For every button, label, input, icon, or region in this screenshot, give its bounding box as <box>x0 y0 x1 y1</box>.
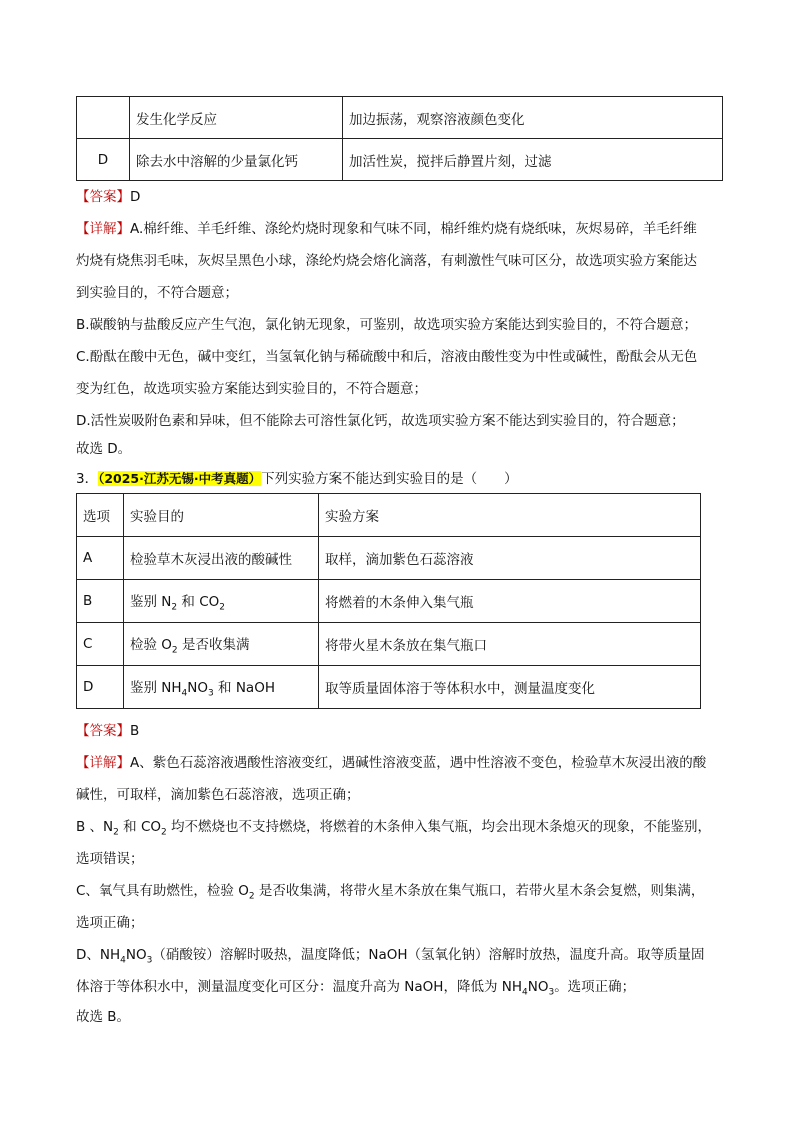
q2-answer <box>76 188 726 206</box>
goal-text: 和 CO <box>177 593 220 610</box>
q2-detail-line: D.活性炭吸附色素和异味，但不能除去可溶性氯化钙，故选项实验方案不能达到实验目的，符合题意； <box>76 413 685 429</box>
header-option: 选项 <box>77 494 124 537</box>
table-row <box>77 580 701 623</box>
goal-cell: 除去水中溶解的少量氯化钙 <box>130 139 343 181</box>
detail-label: 【详解】 <box>76 221 130 237</box>
detail-text: 体溶于等体积水中，测量温度变化可区分：温度升高为 NaOH，降低为 NH <box>76 979 522 995</box>
table-row <box>77 139 723 181</box>
question-text: 下列实验方案不能达到实验目的是（ ） <box>261 471 518 487</box>
header-goal: 实验目的 <box>124 494 319 537</box>
table-row <box>77 97 723 139</box>
goal-cell <box>124 580 319 623</box>
subscript: 2 <box>113 827 119 838</box>
q2-detail-line: 到实验目的，不符合题意； <box>76 285 238 301</box>
goal-cell <box>124 666 319 709</box>
table-row <box>77 623 701 666</box>
detail-text: NO <box>125 947 147 963</box>
detail-text: C、氧气具有助燃性，检验 O <box>76 883 249 899</box>
goal-text: 鉴别 N <box>130 593 172 610</box>
q3-detail-line: 选项错误； <box>76 851 144 867</box>
q3-detail-line <box>76 946 726 970</box>
q3-detail-line <box>76 882 726 906</box>
plan-cell: 将燃着的木条伸入集气瓶 <box>319 580 701 623</box>
table-row <box>77 666 701 709</box>
q2-detail-line: 灼烧有烧焦羽毛味，灰烬呈黑色小球，涤纶灼烧会熔化滴落，有刺激性气味可区分，故选项实验方案能达 <box>76 253 697 269</box>
subscript: 3 <box>146 955 153 966</box>
subscript: 3 <box>548 987 555 998</box>
answer-value: B <box>130 723 140 739</box>
q3-detail-line <box>76 754 726 772</box>
table-row <box>77 537 701 580</box>
plan-cell: 将带火星木条放在集气瓶口 <box>319 623 701 666</box>
detail-text: 和 CO <box>118 819 162 835</box>
goal-text: 和 NaOH <box>213 679 275 696</box>
detail-text: 是否收集满，将带火星木条放在集气瓶口，若带火星木条会复燃，则集满， <box>254 883 705 899</box>
detail-label: 【详解】 <box>76 755 130 771</box>
answer-value: D <box>130 189 141 205</box>
detail-text: D、NH <box>76 947 121 963</box>
goal-text: 鉴别 NH <box>130 679 182 696</box>
subscript: 2 <box>171 602 178 613</box>
q2-detail-line: 故选 D。 <box>76 441 132 457</box>
options-table-continued <box>76 96 723 181</box>
plan-cell: 取样，滴加紫色石蕊溶液 <box>319 537 701 580</box>
detail-text: NO <box>527 979 549 995</box>
option-cell: D <box>77 666 124 709</box>
options-table <box>76 493 701 709</box>
q2-detail-line: B.碳酸钠与盐酸反应产生气泡，氯化钠无现象，可鉴别，故选项实验方案能达到实验目的，不符合题意； <box>76 317 698 333</box>
q3-answer <box>76 722 726 740</box>
subscript: 2 <box>171 645 178 656</box>
answer-label: 【答案】 <box>76 723 130 739</box>
header-plan: 实验方案 <box>319 494 701 537</box>
plan-cell: 加边振荡，观察溶液颜色变化 <box>343 97 723 139</box>
source-tag: （2025·江苏无锡·中考真题） <box>98 471 262 486</box>
subscript: 2 <box>248 891 255 902</box>
goal-text: 检验 O <box>130 636 172 653</box>
q3-detail-line: 选项正确； <box>76 915 144 931</box>
table-header-row <box>77 494 701 537</box>
detail-text: A.棉纤维、羊毛纤维、涤纶灼烧时现象和气味不同，棉纤维灼烧有烧纸味，灰烬易碎，羊毛纤维 <box>130 221 697 237</box>
q3-detail-line: 故选 B。 <box>76 1009 131 1025</box>
q3-detail-line: 碱性，可取样，滴加紫色石蕊溶液，选项正确； <box>76 787 360 803</box>
q3-detail-line <box>76 978 726 1002</box>
subscript: 4 <box>120 955 126 966</box>
plan-cell: 加活性炭，搅拌后静置片刻，过滤 <box>343 139 723 181</box>
detail-text: B 、N <box>76 819 114 835</box>
option-cell: A <box>77 537 124 580</box>
answer-label: 【答案】 <box>76 189 130 205</box>
subscript: 4 <box>521 987 528 998</box>
option-cell <box>77 97 130 139</box>
subscript: 2 <box>161 827 167 838</box>
goal-cell: 发生化学反应 <box>130 97 343 139</box>
detail-text: （硝酸铵）溶解时吸热，温度降低；NaOH（氢氧化钠）溶解时放热，温度升高。取等质量固 <box>152 947 705 963</box>
option-cell: D <box>77 139 130 181</box>
subscript: 3 <box>208 688 214 699</box>
goal-cell: 检验草木灰浸出液的酸碱性 <box>124 537 319 580</box>
goal-text: 是否收集满 <box>177 636 250 653</box>
q3-detail-line <box>76 818 726 842</box>
goal-cell <box>124 623 319 666</box>
plan-cell: 取等质量固体溶于等体积水中，测量温度变化 <box>319 666 701 709</box>
q2-detail-line <box>76 220 726 238</box>
detail-text: 。选项正确； <box>554 979 636 995</box>
option-cell: B <box>77 580 124 623</box>
question-number: 3． <box>76 471 99 487</box>
subscript: 2 <box>219 602 225 613</box>
detail-text: A、紫色石蕊溶液遇酸性溶液变红，遇碱性溶液变蓝，遇中性溶液不变色，检验草木灰浸出液的酸 <box>130 755 707 771</box>
q3-stem <box>76 470 726 488</box>
detail-text: 均不燃烧也不支持燃烧，将燃着的木条伸入集气瓶，均会出现木条熄灭的现象，不能鉴别， <box>166 819 712 835</box>
q2-detail-line: C.酚酞在酸中无色，碱中变红，当氢氧化钠与稀硫酸中和后，溶液由酸性变为中性或碱性，酚酞会从无色 <box>76 349 698 365</box>
q2-detail-line: 变为红色，故选项实验方案能达到实验目的，不符合题意； <box>76 381 427 397</box>
option-cell: C <box>77 623 124 666</box>
goal-text: NO <box>187 679 209 696</box>
subscript: 4 <box>181 688 188 699</box>
